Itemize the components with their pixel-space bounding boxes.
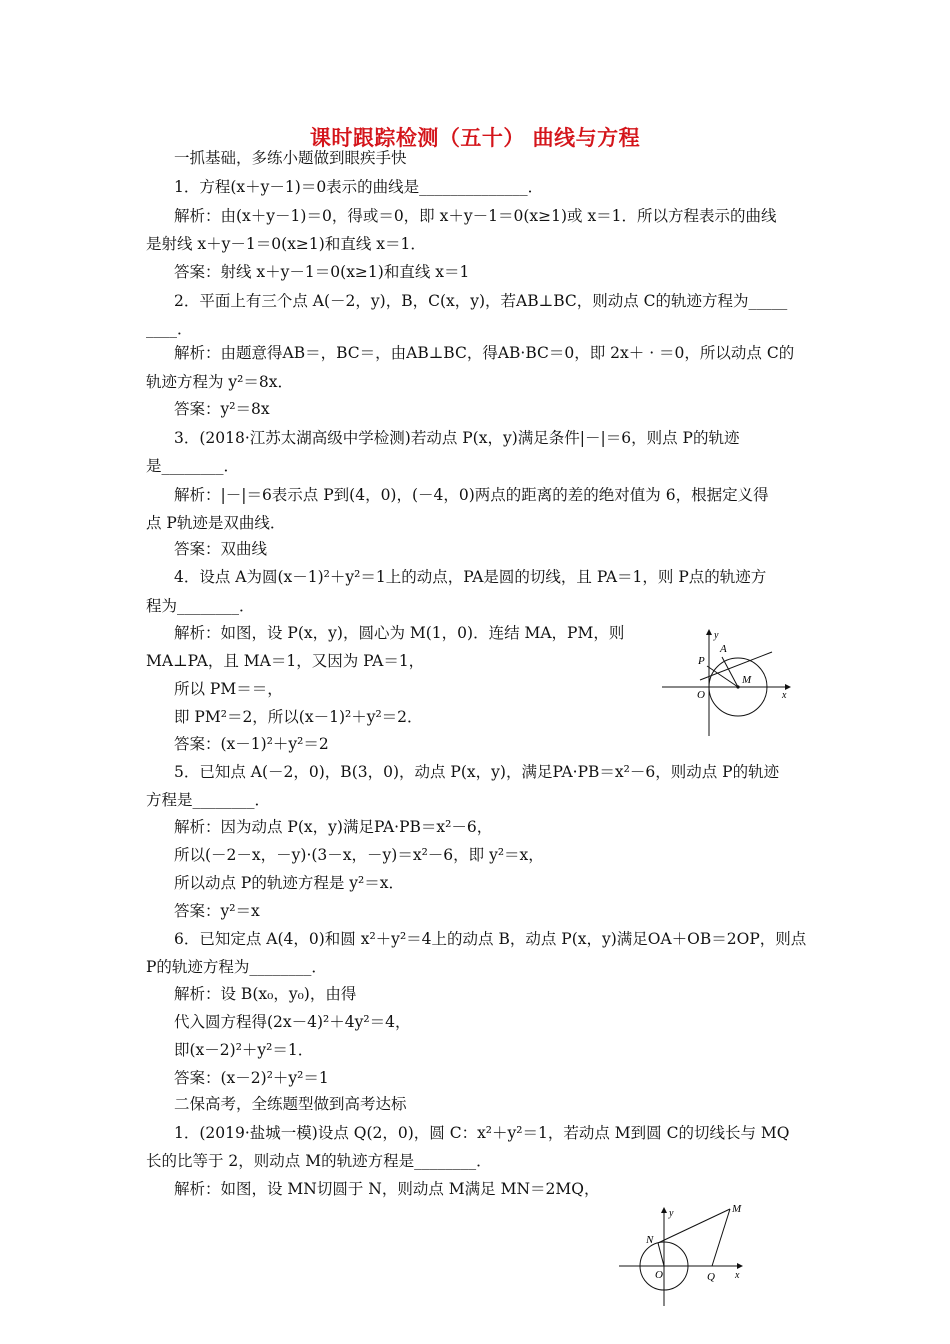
label-a: A: [720, 643, 727, 655]
label-p: P: [698, 655, 705, 667]
solution-text: 解析：|－|＝6表示点 P到(4，0)，(－4，0)两点的距离的差的绝对值为 6，根据定义得: [174, 486, 769, 504]
segment-mq: [712, 1209, 730, 1266]
point-m: [736, 685, 739, 688]
question-text: 程为________．: [146, 597, 255, 615]
answer-text: 答案：(x－1)²＋y²＝2: [174, 735, 329, 753]
answer-text: 答案：y²＝8x: [174, 400, 270, 418]
solution-text: 即(x－2)²＋y²＝1．: [174, 1041, 314, 1059]
label-x: x: [782, 690, 787, 701]
section-heading: 二保高考，全练题型做到高考达标: [174, 1095, 407, 1113]
solution-text: MA⊥PA，且 MA＝1，又因为 PA＝1，: [146, 652, 425, 670]
answer-text: 答案：(x－2)²＋y²＝1: [174, 1069, 329, 1087]
question-text: ____．: [146, 320, 193, 338]
solution-text: 所以(－2－x，－y)·(3－x，－y)＝x²－6，即 y²＝x，: [174, 846, 544, 864]
y-axis-arrow: [661, 1207, 667, 1213]
question-text: 方程是________．: [146, 791, 271, 809]
question-text: 1．(2019·盐城一模)设点 Q(2，0)，圆 C：x²＋y²＝1，若动点 M到圆 C的切线长与 MQ: [174, 1124, 790, 1142]
answer-text: 答案：y²＝x: [174, 902, 260, 920]
label-y: y: [669, 1208, 674, 1219]
question-text: 6．已知定点 A(4，0)和圆 x²＋y²＝4上的动点 B，动点 P(x，y)满足OA＋OB＝2OP，则点: [174, 930, 807, 948]
solution-text: 解析：设 B(x₀，y₀)，由得: [174, 985, 357, 1003]
solution-text: 解析：如图，设 P(x，y)，圆心为 M(1，0)．连结 MA，PM，则: [174, 624, 625, 642]
label-q: Q: [707, 1271, 715, 1283]
segment-am: [722, 657, 738, 687]
label-o: O: [655, 1269, 663, 1281]
solution-text: 所以 PM＝＝，: [174, 680, 283, 698]
solution-text: 解析：如图，设 MN切圆于 N，则动点 M满足 MN＝2MQ，: [174, 1180, 600, 1198]
solution-text: 解析：由(x＋y－1)＝0，得或＝0，即 x＋y－1＝0(x≥1)或 x＝1．所以方程表示的曲线: [174, 207, 777, 225]
question-text: 长的比等于 2，则动点 M的轨迹方程是________．: [146, 1152, 492, 1170]
question-text: 2．平面上有三个点 A(－2，y)，B，C(x，y)，若AB⊥BC，则动点 C的轨迹方程为_____: [174, 292, 788, 310]
label-y: y: [714, 630, 719, 641]
solution-text: 轨迹方程为 y²＝8x．: [146, 373, 294, 391]
solution-text: 解析：因为动点 P(x，y)满足PA·PB＝x²－6，: [174, 818, 493, 836]
section-heading: 一抓基础，多练小题做到眼疾手快: [174, 149, 407, 167]
solution-text: 是射线 x＋y－1＝0(x≥1)和直线 x＝1．: [146, 235, 426, 253]
question-text: 1．方程(x＋y－1)＝0表示的曲线是______________．: [174, 178, 544, 196]
answer-text: 答案：射线 x＋y－1＝0(x≥1)和直线 x＝1: [174, 263, 470, 281]
solution-text: 所以动点 P的轨迹方程是 y²＝x．: [174, 874, 404, 892]
label-m: M: [732, 1203, 742, 1215]
question-text: P的轨迹方程为________．: [146, 958, 327, 976]
question-text: 5．已知点 A(－2，0)，B(3，0)，动点 P(x，y)，满足PA·PB＝x²－6，则动点 P的轨迹: [174, 763, 780, 781]
label-n: N: [646, 1234, 654, 1246]
question-text: 是________．: [146, 457, 240, 475]
question-text: 3．(2018·江苏太湖高级中学检测)若动点 P(x，y)满足条件|－|＝6，则点 P的轨迹: [174, 429, 740, 447]
answer-text: 答案：双曲线: [174, 540, 268, 558]
solution-text: 解析：由题意得AB＝，BC＝，由AB⊥BC，得AB·BC＝0，即 2x＋ · ＝0，所以动点 C的: [174, 344, 795, 362]
label-m: M: [742, 674, 752, 686]
solution-text: 代入圆方程得(2x－4)²＋4y²＝4，: [174, 1013, 411, 1031]
label-o: O: [697, 689, 705, 701]
solution-text: 即 PM²＝2，所以(x－1)²＋y²＝2．: [174, 708, 423, 726]
y-axis-arrow: [706, 629, 712, 635]
question-text: 4．设点 A为圆(x－1)²＋y²＝1上的动点，PA是圆的切线，且 PA＝1，则 P点的轨迹方: [174, 568, 767, 586]
segment-pm: [707, 666, 738, 687]
solution-text: 点 P轨迹是双曲线．: [146, 514, 286, 532]
tangent-line: [700, 652, 772, 680]
circle-tangent-figure: [660, 628, 795, 738]
x-axis-arrow: [737, 1263, 743, 1269]
segment-on: [658, 1243, 664, 1266]
tangent-length-figure: [615, 1198, 750, 1308]
page-title: 课时跟踪检测（五十） 曲线与方程: [309, 126, 641, 150]
label-x: x: [735, 1270, 740, 1281]
